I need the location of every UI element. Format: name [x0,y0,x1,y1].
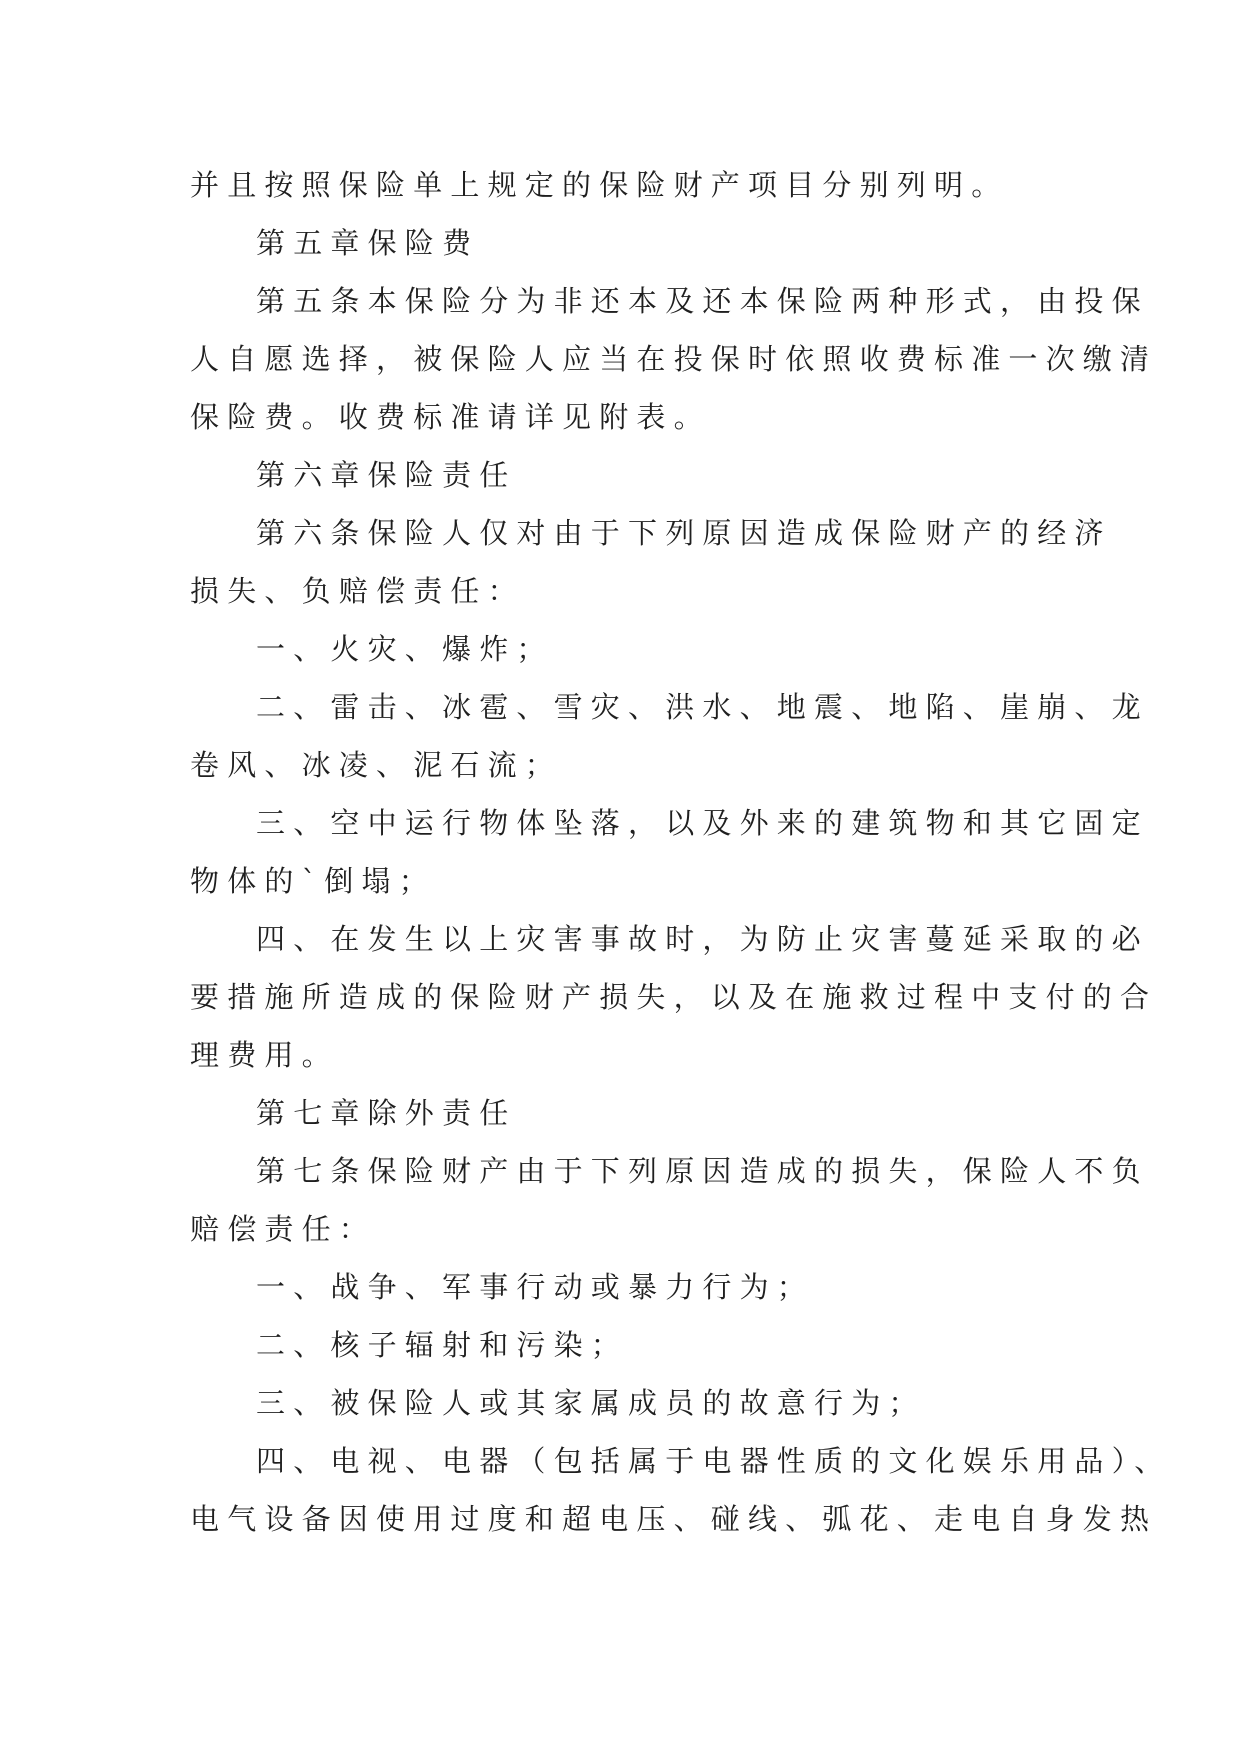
chapter-heading: 第六章保险责任 [256,458,517,492]
text-line: 第六条保险人仅对由于下列原因造成保险财产的经济 [256,516,1112,550]
text-line: 并且按照保险单上规定的保险财产项目分别列明。 [190,168,1009,202]
chapter-heading: 第七章除外责任 [256,1096,517,1130]
text-line: 赔偿责任： [190,1212,377,1246]
list-item: 四、在发生以上灾害事故时，为防止灾害蔓延采取的必 [256,922,1149,956]
text-line: 人自愿选择，被保险人应当在投保时依照收费标准一次缴清 [190,342,1158,376]
list-item: 三、被保险人或其家属成员的故意行为； [256,1386,926,1420]
text-line: 损失、负赔偿责任： [190,574,525,608]
chapter-heading: 第五章保险费 [256,226,480,260]
list-item: 四、电视、电器（包括属于电器性质的文化娱乐用品）、 [256,1444,1172,1478]
text-line: 卷风、冰凌、泥石流； [190,748,563,782]
list-item: 一、战争、军事行动或暴力行为； [256,1270,815,1304]
text-line: 电气设备因使用过度和超电压、碰线、弧花、走电自身发热 [190,1502,1158,1536]
text-line: 物体的`倒塌； [190,864,436,898]
list-item: 二、核子辐射和污染； [256,1328,629,1362]
list-item: 三、空中运行物体坠落，以及外来的建筑物和其它固定 [256,806,1149,840]
text-line: 第七条保险财产由于下列原因造成的损失，保险人不负 [256,1154,1149,1188]
document-body [190,156,1172,1548]
text-line: 第五条本保险分为非还本及还本保险两种形式，由投保 [256,284,1149,318]
list-item: 二、雷击、冰雹、雪灾、洪水、地震、地陷、崖崩、龙 [256,690,1149,724]
text-line: 理费用。 [190,1038,339,1072]
text-line: 保险费。收费标准请详见附表。 [190,400,711,434]
list-item: 一、火灾、爆炸； [256,632,554,666]
text-line: 要措施所造成的保险财产损失，以及在施救过程中支付的合 [190,980,1158,1014]
